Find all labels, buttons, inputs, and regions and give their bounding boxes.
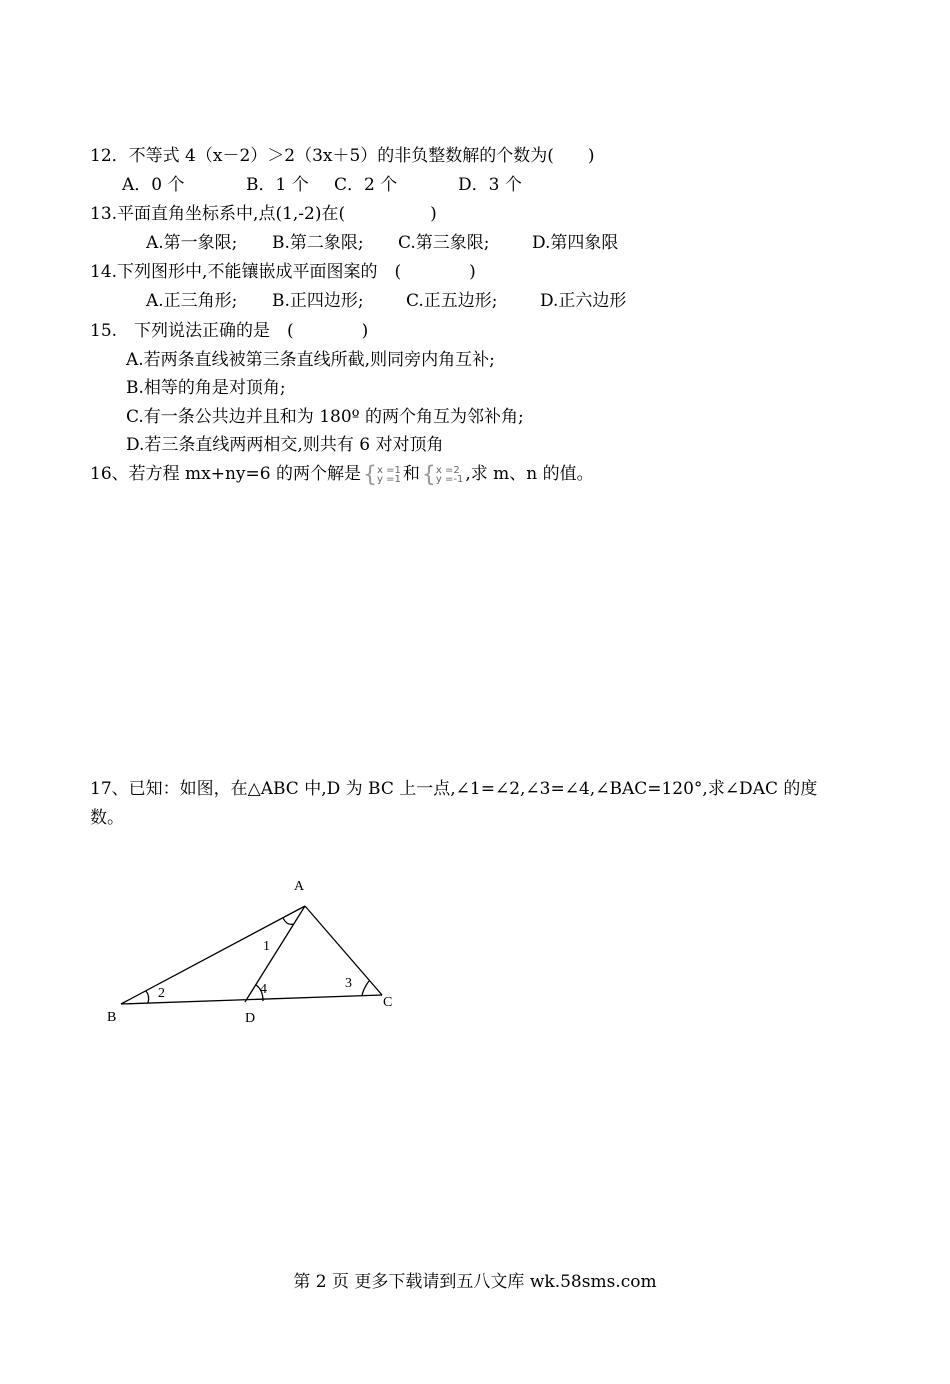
q15-option-a: A.若两条直线被第三条直线所截,则同旁内角互补; bbox=[126, 350, 495, 370]
q16-sys1-top: x =1 bbox=[377, 464, 401, 476]
q12-stem: 12．不等式 4（x－2）＞2（3x＋5）的非负整数解的个数为( ) bbox=[90, 146, 595, 166]
q12-option-a: A．0 个 bbox=[122, 175, 185, 195]
angle-arc-3 bbox=[362, 981, 369, 996]
q12-option-c: C．2 个 bbox=[334, 175, 398, 195]
q16-sys2-bottom: y =-1 bbox=[435, 473, 464, 485]
q13-option-b: B.第二象限; bbox=[272, 233, 364, 253]
angle-label-1: 1 bbox=[263, 939, 270, 954]
q14-option-a: A.正三角形; bbox=[146, 291, 238, 311]
q13-option-c: C.第三象限; bbox=[398, 233, 490, 253]
q16-middle: 和 bbox=[402, 464, 420, 484]
left-brace-icon: { bbox=[363, 462, 378, 487]
segment-ad bbox=[245, 906, 305, 1002]
angle-label-4: 4 bbox=[260, 982, 267, 997]
q14-option-b: B.正四边形; bbox=[272, 291, 364, 311]
vertex-label-d: D bbox=[245, 1011, 256, 1026]
q14-option-d: D.正六边形 bbox=[540, 291, 627, 311]
q16-prefix: 16、若方程 mx+ny=6 的两个解是 bbox=[90, 464, 362, 484]
page-footer: 第 2 页 更多下载请到五八文库 wk.58sms.com bbox=[293, 1272, 657, 1292]
q15-option-b: B.相等的角是对顶角; bbox=[126, 378, 286, 398]
q13-option-a: A.第一象限; bbox=[146, 233, 238, 253]
q14-stem: 14.下列图形中,不能镶嵌成平面图案的 ( ) bbox=[90, 262, 476, 282]
vertex-label-c: C bbox=[383, 995, 393, 1010]
angle-label-3: 3 bbox=[345, 976, 352, 991]
q13-stem: 13.平面直角坐标系中,点(1,-2)在( ) bbox=[90, 204, 437, 224]
q16-suffix: ,求 m、n 的值。 bbox=[465, 464, 594, 484]
q12-option-b: B．1 个 bbox=[246, 175, 309, 195]
q15-stem: 15. 下列说法正确的是 ( ) bbox=[90, 321, 369, 341]
segment-ab bbox=[121, 906, 305, 1004]
angle-label-2: 2 bbox=[158, 986, 165, 1001]
q17-line2: 数。 bbox=[90, 808, 124, 828]
segment-ac bbox=[305, 906, 382, 995]
q14-option-c: C.正五边形; bbox=[406, 291, 498, 311]
left-brace-icon: { bbox=[421, 462, 436, 487]
q15-option-c: C.有一条公共边并且和为 180º 的两个角互为邻补角; bbox=[126, 407, 524, 427]
q16-sys1-bottom: y =1 bbox=[377, 473, 401, 485]
q16-sys2-top: x =2 bbox=[435, 464, 460, 476]
q17-line1: 17、已知：如图，在△ABC 中,D 为 BC 上一点,∠1=∠2,∠3=∠4,∠BAC=120°,求∠DAC 的度 bbox=[90, 779, 818, 799]
vertex-label-a: A bbox=[294, 879, 305, 894]
q13-option-d: D.第四象限 bbox=[532, 233, 619, 253]
q15-option-d: D.若三条直线两两相交,则共有 6 对对顶角 bbox=[126, 435, 444, 455]
angle-arc-2 bbox=[146, 991, 149, 1003]
angle-arc-1 bbox=[283, 918, 294, 924]
q12-option-d: D．3 个 bbox=[458, 175, 522, 195]
vertex-label-b: B bbox=[107, 1010, 117, 1025]
